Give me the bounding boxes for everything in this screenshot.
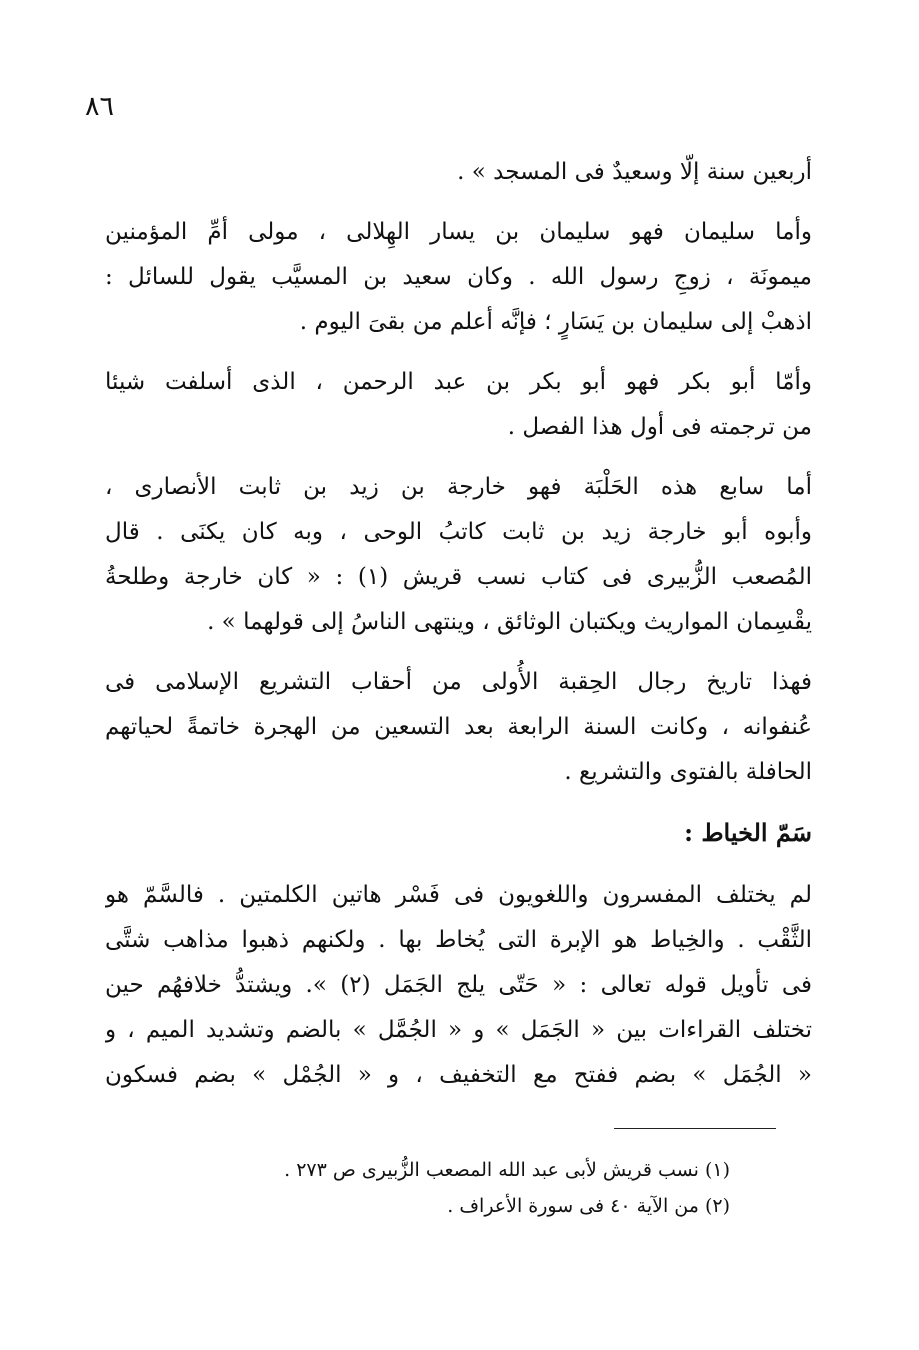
text-line: عُنفوانه ، وكانت السنة الرابعة بعد التسعين من الهجرة خاتمةً لحياتهم	[105, 714, 812, 740]
page-body	[105, 150, 812, 1113]
text-line: أما سابع هذه الحَلْبَة فهو خارجة بن زيد بن ثابت الأنصارى ،	[105, 474, 812, 500]
text-line: « الجُمَل » بضم ففتح مع التخفيف ، و « الجُمْل » بضم فسكون	[105, 1062, 812, 1088]
paragraph-5	[105, 660, 812, 795]
footnote-1: (١) نسب قريش لأبى عبد الله المصعب الزُّبيرى ص ٢٧٣ .	[284, 1159, 730, 1181]
text-line: المُصعب الزُّبيرى فى كتاب نسب قريش (١) : « كان خارجة وطلحةُ	[105, 564, 812, 590]
text-line: من ترجمته فى أول هذا الفصل .	[507, 414, 812, 440]
text-line: وأما سليمان فهو سليمان بن يسار الهِلالى ، مولى أمِّ المؤمنين	[105, 219, 812, 245]
text-line: فهذا تاريخ رجال الحِقبة الأُولى من أحقاب التشريع الإسلامى فى	[105, 669, 812, 695]
text-line: تختلف القراءات بين « الجَمَل » و « الجُمَّل » بالضم وتشديد الميم ، و	[105, 1017, 812, 1043]
text-line: ميمونَة ، زوجِ رسول الله . وكان سعيد بن المسيَّب يقول للسائل :	[105, 264, 812, 290]
section-heading: سَمّ الخياط :	[684, 818, 812, 847]
paragraph-3	[105, 360, 812, 450]
text-line: وأبوه أبو خارجة زيد بن ثابت كاتبُ الوحى ، وبه كان يكنَى . قال	[105, 519, 812, 545]
footnote-divider	[614, 1128, 776, 1129]
text-line: لم يختلف المفسرون واللغويون فى فَسْر هاتين الكلمتين . فالسَّمّ هو	[105, 882, 812, 908]
footnotes	[240, 1152, 730, 1224]
text-line: فى تأويل قوله تعالى : « حَتّى يلج الجَمَل (٢) ». ويشتدُّ خلافهُم حين	[105, 972, 812, 998]
footnote-2: (٢) من الآية ٤٠ فى سورة الأعراف .	[447, 1195, 730, 1217]
paragraph-6	[105, 873, 812, 1098]
paragraph-1	[105, 150, 812, 195]
text-line: أربعين سنة إلّا وسعيدٌ فى المسجد » .	[457, 159, 812, 185]
text-line: الحافلة بالفتوى والتشريع .	[564, 759, 812, 785]
text-line: يقْسِمان المواريث ويكتبان الوثائق ، وينتهى الناسُ إلى قولهما » .	[207, 609, 812, 635]
text-line: اذهبْ إلى سليمان بن يَسَارٍ ؛ فإنَّه أعلم من بقىَ اليوم .	[299, 309, 812, 335]
page-number: ٨٦	[85, 91, 115, 122]
text-line: الثَّقْب . والخِياط هو الإبرة التى يُخاط بها . ولكنهم ذهبوا مذاهب شتَّى	[105, 927, 812, 953]
text-line: وأمّا أبو بكر فهو أبو بكر بن عبد الرحمن ، الذى أسلفت شيئا	[105, 369, 812, 395]
paragraph-4	[105, 465, 812, 645]
paragraph-2	[105, 210, 812, 345]
